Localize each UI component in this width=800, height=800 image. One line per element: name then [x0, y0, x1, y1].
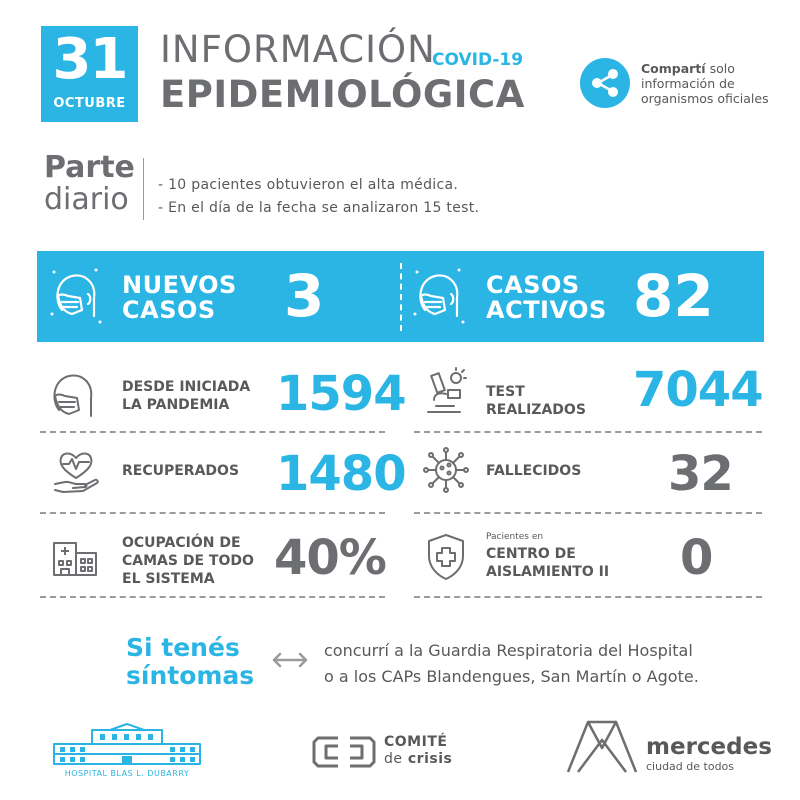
hospital-logo-icon: [52, 722, 202, 766]
comite-logo-icon: [312, 734, 376, 770]
share-note-rest: solo: [705, 61, 735, 76]
activos-value: 82: [633, 262, 714, 330]
parte-word1: Parte: [44, 150, 135, 185]
pandemia-value: 1594: [276, 366, 406, 422]
heart-hand-icon: [53, 448, 99, 494]
share-note-bold: Compartí: [641, 61, 706, 76]
sintomas-heading-l1: Si tenés: [126, 633, 240, 662]
aislamiento-label-l2: AISLAMIENTO II: [486, 564, 610, 580]
comite-logo-l2a: de: [384, 751, 403, 767]
title-covid-tag: COVID-19: [432, 50, 524, 70]
test-label-l2: REALIZADOS: [486, 402, 586, 418]
title-line2: EPIDEMIOLÓGICA: [160, 73, 525, 116]
nuevos-value: 3: [284, 262, 325, 330]
share-note-line2: información de: [641, 76, 735, 91]
fallecidos-value: 32: [668, 446, 733, 502]
pandemia-label: [122, 378, 250, 414]
test-label: [486, 383, 586, 419]
date-day: 31: [52, 27, 127, 92]
share-icon: [580, 58, 630, 108]
row-divider: [40, 512, 385, 514]
mercedes-logo-name: mercedes: [646, 734, 772, 760]
masked-face-icon: [47, 370, 99, 418]
date-month: OCTUBRE: [53, 96, 126, 111]
parte-divider: [143, 158, 144, 220]
row-divider: [414, 596, 762, 598]
row-divider: [414, 431, 762, 433]
row-divider: [414, 512, 762, 514]
pandemia-label-l2: LA PANDEMIA: [122, 397, 230, 413]
date-badge: [41, 26, 138, 122]
comite-logo-text: [384, 734, 452, 768]
masked-face-icon: [50, 266, 102, 326]
nuevos-label-l1: NUEVOS: [122, 271, 237, 299]
activos-label-l1: CASOS: [486, 271, 580, 299]
parte-line-2: - En el día de la fecha se analizaron 15 test.: [158, 200, 480, 216]
aislamiento-label: [486, 545, 609, 581]
comite-logo-l1: COMITÉ: [384, 734, 448, 750]
share-note: [641, 61, 791, 106]
pandemia-label-l1: DESDE INICIADA: [122, 379, 251, 395]
camas-label: [122, 534, 254, 588]
double-arrow-icon: [270, 652, 310, 668]
fallecidos-label: FALLECIDOS: [486, 463, 582, 479]
share-button[interactable]: [580, 58, 630, 108]
activos-label-l2: ACTIVOS: [486, 296, 607, 324]
hospital-building-icon: [50, 535, 100, 577]
share-note-line3: organismos oficiales: [641, 91, 769, 106]
recuperados-label: RECUPERADOS: [122, 463, 240, 479]
aislamiento-value: 0: [680, 530, 713, 586]
recuperados-value: 1480: [276, 446, 406, 502]
row-divider: [40, 431, 385, 433]
mercedes-logo-tagline: ciudad de todos: [646, 760, 735, 773]
hospital-logo-caption: HOSPITAL BLAS L. DUBARRY: [64, 769, 190, 778]
aislamiento-label-l1: CENTRO DE: [486, 546, 576, 562]
masked-face-icon: [413, 266, 465, 326]
comite-logo-l2b: crisis: [407, 751, 453, 767]
parte-line-1: - 10 pacientes obtuvieron el alta médica.: [158, 177, 459, 193]
camas-value: 40%: [274, 530, 386, 586]
row-divider: [40, 596, 385, 598]
camas-label-l3: EL SISTEMA: [122, 571, 215, 587]
sintomas-message-l1: concurrí a la Guardia Respiratoria del Hospital: [324, 641, 693, 660]
band-separator: [400, 263, 402, 331]
parte-word2: diario: [44, 182, 129, 217]
sintomas-heading: [126, 634, 254, 690]
sintomas-heading-l2: síntomas: [126, 661, 255, 690]
title-line1: INFORMACIÓN: [160, 28, 436, 71]
test-value: 7044: [633, 362, 763, 418]
activos-label: [486, 273, 607, 323]
sintomas-message-l2: o a los CAPs Blandengues, San Martín o Agote.: [324, 667, 699, 686]
virus-icon: [422, 446, 472, 494]
camas-label-l2: CAMAS DE TODO: [122, 553, 254, 569]
medical-shield-icon: [425, 532, 467, 582]
microscope-icon: [420, 366, 470, 418]
nuevos-label-l2: CASOS: [122, 296, 216, 324]
aislamiento-small-label: Pacientes en: [486, 532, 544, 542]
camas-label-l1: OCUPACIÓN DE: [122, 535, 241, 551]
test-label-l1: TEST: [486, 384, 525, 400]
mercedes-logo-icon: [566, 718, 638, 776]
nuevos-label: [122, 273, 237, 323]
